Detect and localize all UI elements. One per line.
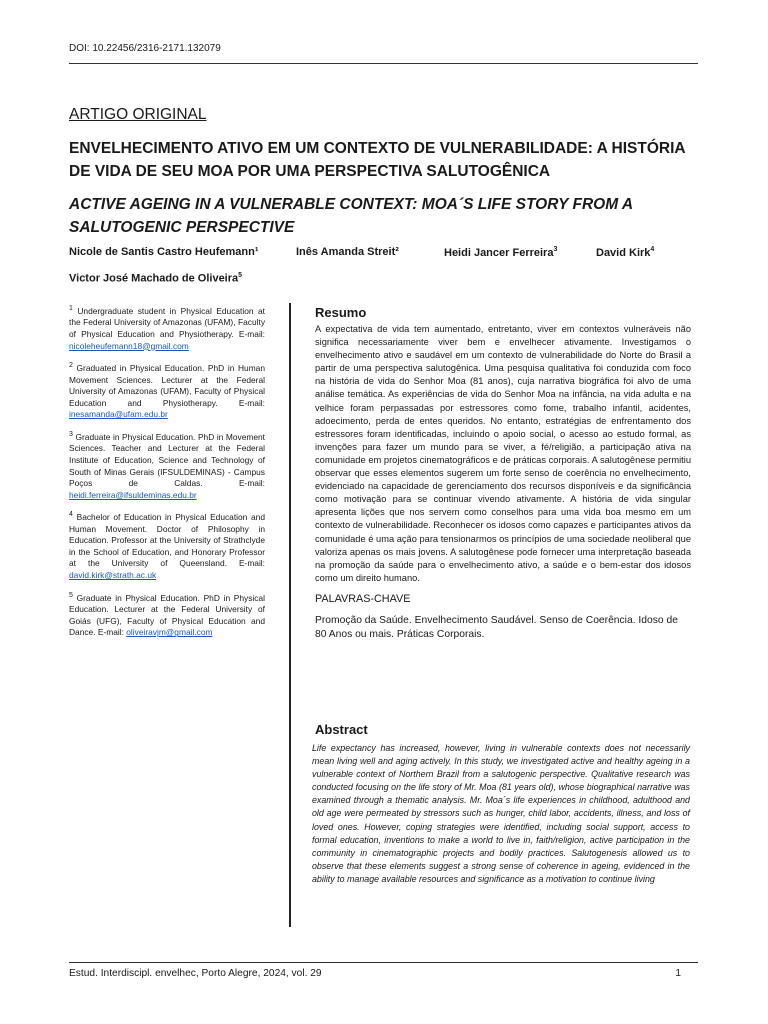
resumo-heading: Resumo — [315, 305, 367, 320]
resumo-text: A expectativa de vida tem aumentado, entretanto, viver em contextos vulneráveis não significa necessariamente viver bem e envelhecer ativamente. Investigamos o envelhecimento ativo e saudável em um contexto de vulnerabilidade do Norte do Brasil a partir de uma perspectiva salutogênica. Uma pesquisa qualitativa foi conduzida com foco na história de vida do Senhor Moa (81 anos), cuja narrativa biográfica foi alvo de uma análise temática. As experiências de vida do Senhor Moa na infância, na vida adulta e na velhice foram perpassadas por estressores como fome, trabalho infantil, acidentes, adoecimento, perda de entes queridos. No entanto, estratégias de enfrentamento dos estressores foram identificadas, incluindo o apoio social, o acesso ao estudo formal, as invenções para fazer um mundo para se viver, a fé/religião, a participação ativa na comunidade em projetos cinematográficos e de práticas corporais. A salutogênese permitiu observar que esses elementos sugerem um forte senso de coerência no envelhecimento, evidenciado na capacidade de gerenciamento dos recursos disponíveis e da significância como motivação para se continuar vivendo ativamente. A história de vida singular apresenta lições que nos servem como conselhos para uma vida boa mesmo em um contexto de vulnerabilidade. Reconhecer os idosos como capazes e participantes ativos da comunidade é uma ação para tensionarmos os princípios de uma sociedade neoliberal que valoriza apenas os mais jovens. A salutogênese pode fornecer uma interpretação baseada na promoção da saúde para o envelhecimento ativo, a saúde e o bem-estar dos idosos como um direito humano. — [315, 324, 691, 583]
title-portuguese: ENVELHECIMENTO ATIVO EM UM CONTEXTO DE VULNERABILIDADE: A HISTÓRIA DE VIDA DE SEU MOA POR UMA PERSPECTIVA SALUTOGÊNICA — [69, 140, 686, 180]
resumo-section — [315, 305, 691, 642]
header-rule — [69, 63, 698, 64]
footer-rule — [69, 962, 698, 963]
email-link-3[interactable]: heidi.ferreira@ifsuldeminas.edu.br — [69, 489, 197, 500]
abstract-text: Life expectancy has increased, however, living in vulnerable contexts does not necessarily mean living well and aging actively. In this study, we investigated active and healthy ageing in a vulnerable context of Northern Brazil from a salutogenic perspective. Qualitative research was conducted focusing on the life story of Mr. Moa (81 years old), whose biographical narrative was examined through a thematic analysis. Mr. Moa´s life experiences in childhood, adulthood and old age were permeated by stressors such as hunger, child labor, accidents, illness, and loss of loved ones. However, coping strategies were identified, including social support, access to formal education, inventions to make a world to live in, faith/religion, active participation in the community in cinematographic projects and bodily practices. Salutogenesis allowed us to observe that these elements suggest a strong sense of coherence in ageing, evidenced in the ability to manage available resources and significance as a motivation to continue living — [312, 743, 690, 884]
title-english: ACTIVE AGEING IN A VULNERABLE CONTEXT: MOA´S LIFE STORY FROM A SALUTOGENIC PERSPECTIVE — [69, 196, 633, 236]
affiliation-2: $^2$ Graduated in Physical Education. PhD in Human Movement Sciences. Lecturer at the Federal University of Amazonas (UFAM), Faculty of Physical Education and Physiotherapy. E-mail: inesamanda@ufam.edu.br — [69, 362, 265, 420]
doi: DOI: 10.22456/2316-2171.132079 — [69, 43, 221, 54]
author-1: Nicole de Santis Castro Heufemann¹ — [69, 246, 259, 258]
author-5: Victor José Machado de Oliveira$^5$ — [69, 271, 243, 285]
affiliation-3: $^3$ Graduate in Physical Education. PhD in Movement Sciences. Teacher and Lecturer at the Federal Institute of Education, Science and Technology of South of Minas Gerais (IFSULDEMINAS) - Campus Poços de Caldas. E-mail: heidi.ferreira@ifsuldeminas.edu.br — [69, 430, 266, 500]
keywords-label: PALAVRAS-CHAVE — [315, 592, 411, 605]
keywords: Promoção da Saúde. Envelhecimento Saudável. Senso de Coerência. Idoso de 80 Anos ou mais. Práticas Corporais. — [315, 614, 678, 640]
email-link-5[interactable]: oliveiravjm@gmail.com — [126, 627, 213, 638]
affiliations — [69, 303, 265, 647]
page-number: 1 — [675, 968, 681, 979]
journal-citation: Estud. Interdiscipl. envelhec, Porto Alegre, 2024, vol. 29 — [69, 968, 322, 979]
affiliation-1: $^1$ Undergraduate student in Physical Education at the Federal University of Amazonas (UFAM), Faculty of Physical Education and Physiotherapy. E-mail: nicoleheufemann18@gmail.com — [69, 305, 265, 351]
author-4: David Kirk$^4$ — [596, 246, 655, 259]
author-2: Inês Amanda Streit² — [296, 246, 399, 258]
email-link-4[interactable]: david.kirk@strath.ac.uk — [69, 570, 157, 581]
section-label: ARTIGO ORIGINAL — [69, 106, 207, 123]
abstract-heading: Abstract — [315, 722, 368, 737]
author-list — [69, 246, 699, 284]
email-link-2[interactable]: inesamanda@ufam.edu.br — [69, 409, 168, 420]
email-link-1[interactable]: nicoleheufemann18@gmail.com — [69, 340, 189, 351]
affiliation-5: $^5$ Graduate in Physical Education. PhD in Physical Education. Lecturer at the Federal University of Goiás (UFG), Faculty of Physical Education and Dance. E-mail: oliveiravjm@gmail.com — [69, 591, 265, 638]
page-footer — [69, 968, 681, 979]
column-divider — [289, 303, 291, 927]
affiliation-4: $^4$ Bachelor of Education in Physical Education and Human Movement. Doctor of Philosophy in Education. Professor at the University of Strathclyde in the School of Education, and Honorary Professor at the University of Queensland. E-mail: david.kirk@strath.ac.uk — [69, 511, 265, 581]
author-3: Heidi Jancer Ferreira$^3$ — [444, 246, 558, 259]
